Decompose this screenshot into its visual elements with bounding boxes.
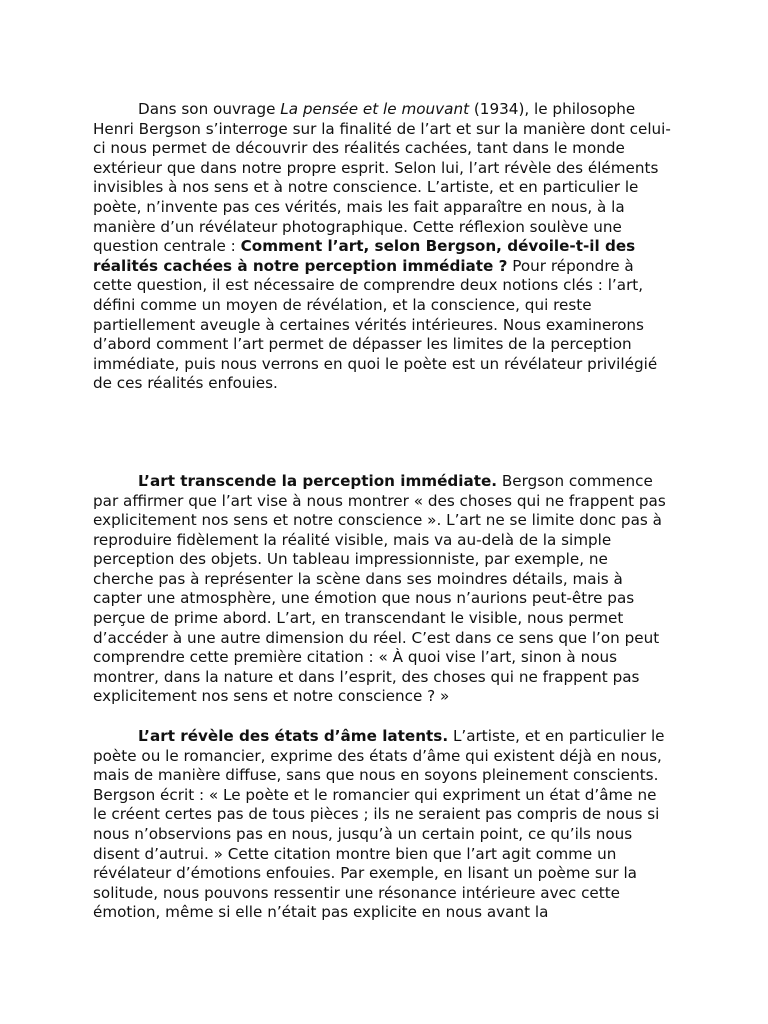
section-paragraph-1 (93, 472, 673, 707)
section-body-1: Bergson commence par affirmer que l’art vise à nous montrer « des choses qui ne frappent pas explicitement nos sens et notre conscience ». L’art ne se limite donc pas à reproduire fidèlement la réalité visible, mais va au-delà de la simple perception des objets. Un tableau impressionniste, par exemple, ne cherche pas à représenter la scène dans ses moindres détails, mais à capter une atmosphère, une émotion que nous n’aurions peut-être pas perçue de prime abord. L’art, en transcendant le visible, nous permet d’accéder à une autre dimension du réel. C’est dans ce sens que l’on peut comprendre cette première citation : « À quoi vise l’art, sinon à nous montrer, dans la nature et dans l’esprit, des choses qui ne frappent pas explicitement nos sens et notre conscience ? » (93, 471, 666, 706)
intro-context-text: (1934), le philosophe Henri Bergson s’interroge sur la finalité de l’art et sur la manière dont celui-ci nous permet de découvrir des réalités cachées, tant dans le monde extérieur que dans notre propre esprit. Selon lui, l’art révèle des éléments invisibles à nos sens et à notre conscience. L’artiste, et en particulier le poète, n’invente pas ces vérités, mais les fait apparaître en nous, à la manière d’un révélateur photographique. Cette réflexion soulève une question centrale : (93, 100, 671, 256)
section-body-2: L’artiste, et en particulier le poète ou le romancier, exprime des états d’âme qui existent déjà en nous, mais de manière diffuse, sans que nous en soyons pleinement conscients. Bergson écrit : « Le poète et le romancier qui expriment un état d’âme ne le créent certes pas de tous pièces ; ils ne seraient pas compris de nous si nous n’observions pas en nous, jusqu’à un certain point, ce qu’ils nous disent d’autrui. » Cette citation montre bien que l’art agit comme un révélateur d’émotions enfouies. Par exemple, en lisant un poème sur la solitude, nous pouvons ressentir une résonance intérieure avec cette émotion, même si elle n’était pas explicite en nous avant la (93, 727, 665, 922)
section-heading-1: L’art transcende la perception immédiate. (138, 471, 498, 490)
section-paragraph-2 (93, 727, 673, 923)
document-page (93, 100, 673, 923)
book-title: La pensée et le mouvant (280, 100, 470, 118)
intro-plan-text: Pour répondre à cette question, il est nécessaire de comprendre deux notions clés : l’art, défini comme un moyen de révélation, et la conscience, qui reste partiellement aveugle à certaines vérités intérieures. Nous examinerons d’abord comment l’art permet de dépasser les limites de la perception immédiate, puis nous verrons en quoi le poète est un révélateur privilégié de ces réalités enfouies. (93, 256, 658, 393)
intro-paragraph (93, 100, 673, 394)
intro-text: Dans son ouvrage (138, 100, 281, 118)
central-question: Comment l’art, selon Bergson, dévoile-t-il des réalités cachées à notre perception immédiate ? (93, 237, 636, 275)
section-heading-2: L’art révèle des états d’âme latents. (138, 727, 449, 746)
